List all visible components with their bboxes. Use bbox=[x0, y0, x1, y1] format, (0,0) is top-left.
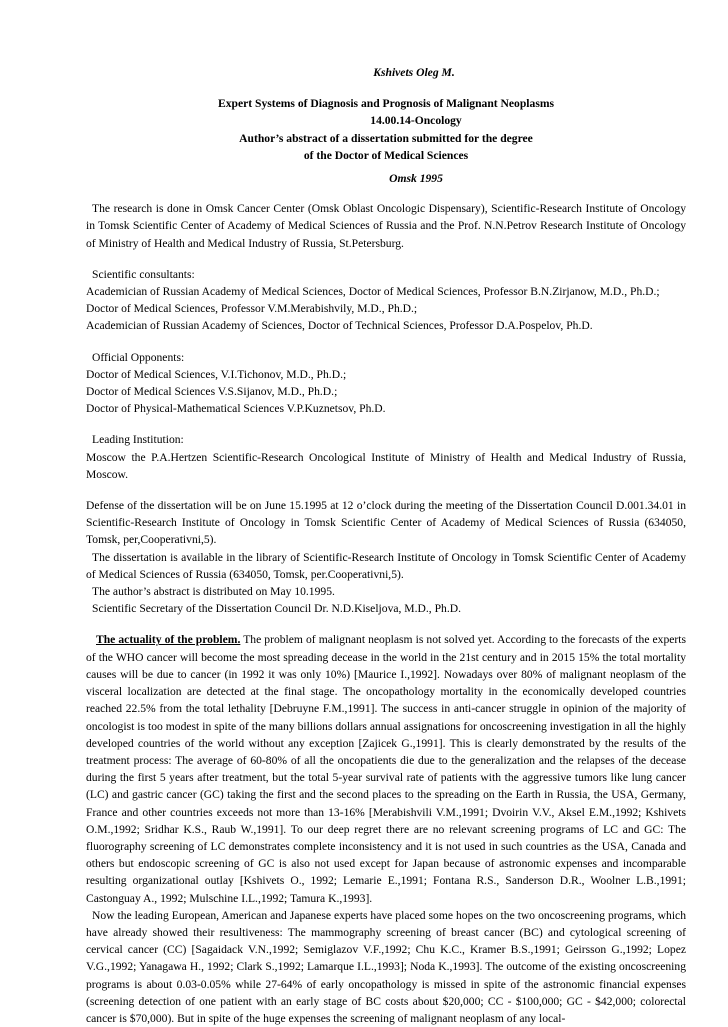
abstract-line-2: of the Doctor of Medical Sciences bbox=[303, 148, 469, 162]
actuality-paragraph bbox=[86, 631, 686, 906]
author-name: Kshivets Oleg M. bbox=[373, 66, 455, 79]
opponents-heading: Official Opponents: bbox=[92, 350, 185, 364]
screening-paragraph: Now the leading European, American and Japanese experts have placed some hopes on the two oncoscreening programs, which have already showed their resultiveness: The mammography screening of breast cancer (BC) and cytological screening of cervical cancer (CC) [Sagaidack V.N.,1992; Semiglazov V.F.,1992; Chu K.C., Kramer B.S.,1991; Geirsson G.,1992; Lopez V.G.,1992; Yanagawa H., 1992; Clark S.,1992; Lamarque I.L.,1993]; Noda K.,1993]. The outcome of the existing oncoscreening programs is about 0.03-0.05% while 27-64% of early oncopathology is missed in spite of the astronomic financial expenses (screening detection of one patient with an early stage of BC costs about $20,000; CC - $100,000; GC - $42,000; colorectal cancer is $70,000). But in spite of the huge expenses the screening of malignant neoplasm of any local- bbox=[86, 908, 686, 1025]
institution-heading: Leading Institution: bbox=[92, 433, 184, 447]
consultant-item: Academician of Russian Academy of Medical Sciences, Doctor of Medical Sciences, Professor B.N.Zirjanow, M.D., Ph.D.; bbox=[86, 285, 660, 299]
consultants-heading: Scientific consultants: bbox=[92, 267, 195, 281]
opponents-section bbox=[86, 349, 686, 418]
document-page bbox=[86, 64, 686, 1027]
institution-section bbox=[86, 431, 686, 483]
secretary-paragraph: Scientific Secretary of the Dissertation Council Dr. N.D.Kiseljova, M.D., Ph.D. bbox=[92, 602, 462, 616]
distribution-paragraph: The author’s abstract is distributed on May 10.1995. bbox=[92, 585, 335, 599]
research-paragraph: The research is done in Omsk Cancer Center (Omsk Oblast Oncologic Dispensary), Scientific-Research Institute of Oncology in Tomsk Scientific Center of Academy of Medical Sciences of Russia and the Prof. N.N.Petrov Research Institute of Oncology of Ministry of Health and Medical Industry of Russia, St.Petersburg. bbox=[86, 202, 686, 250]
library-paragraph: The dissertation is available in the library of Scientific-Research Institute of Oncology in Tomsk Scientific Center of Academy of Medical Sciences of Russia (634050, Tomsk, per.Cooperativni,5). bbox=[86, 550, 686, 581]
consultants-section bbox=[86, 266, 686, 335]
defense-paragraph: Defense of the dissertation will be on June 15.1995 at 12 o’clock during the meeting of the Dissertation Council D.001.34.01 in Scientific-Research Institute of Oncology in Tomsk Scientific Center of Academy of Medical Sciences of Russia (634050, Tomsk, per,Cooperativni,5). bbox=[86, 499, 686, 547]
institution-text: Moscow the P.A.Hertzen Scientific-Research Oncological Institute of Ministry of Health and Medical Industry of Russia, Moscow. bbox=[86, 450, 686, 481]
actuality-heading: The actuality of the problem. bbox=[96, 633, 241, 647]
opponent-item: Doctor of Medical Sciences V.S.Sijanov, M.D., Ph.D.; bbox=[86, 385, 338, 399]
opponent-item: Doctor of Medical Sciences, V.I.Tichonov, M.D., Ph.D.; bbox=[86, 367, 347, 381]
city-year: Omsk 1995 bbox=[389, 172, 443, 186]
actuality-text: The problem of malignant neoplasm is not solved yet. According to the forecasts of the experts of the WHO cancer will become the most spreading decease in the world in the 21st century and in 2015 15% the total mortality causes will be due to cancer (in 1992 it was only 10%) [Maurice I.,1992]. Nowadays over 80% of malignant neoplasm of the visceral localization are detected at the final stage. The oncopathology mortality in the economically developed countries reached 22.5% from the total lethality [Debruyne F.M.,1991]. The success in anti-cancer struggle in opinion of the majority of oncologist is too modest in spite of the many billions dollars annual assignations for oncoscreening investigation in all the highly developed countries of the world without any exception [Zajicek G.,1991]. This is clearly demonstrated by the results of the treatment process: The average of 60-80% of all the oncopatients die due to the generalization and the relapses of the decease during the first 5 years after treatment, but the total 5-year survival rate of patients with the aggressive tumors like lung cancer (LC) and gastric cancer (GC) taking the first and the second places to the spreading on the Earth in Russia, the USA, Germany, France and other countries exceeds not more than 13-16% [Merabishvili V.M.,1991; Dvoirin V.V., Aksel E.M.,1992; Kshivets O.M.,1992; Sridhar K.S., Raub W.,1991]. To our deep regret there are no relevant screening programs of LC and GC: The fluorography screening of LC demonstrates complete inconsistency and it is not used in such countries as the USA, Canada and others but endoscopic screening of GC is also not used except for Japan because of astronomic expenses and incomparable resulting organizational outlay [Kshivets O., 1992; Lemarie E.,1991; Fontana R.S., Sanderson D.R., Woolner L.B.,1991; Castonguay A., 1992; Mulschine I.L.,1992; Tamura K.,1993]. bbox=[86, 633, 686, 905]
consultant-item: Academician of Russian Academy of Sciences, Doctor of Technical Sciences, Professor D.A.Pospelov, Ph.D. bbox=[86, 319, 593, 333]
dissertation-title: Expert Systems of Diagnosis and Prognosis of Malignant Neoplasms bbox=[217, 97, 555, 111]
consultant-item: Doctor of Medical Sciences, Professor V.M.Merabishvily, M.D., Ph.D.; bbox=[86, 302, 418, 316]
specialty-code: 14.00.14-Oncology bbox=[370, 114, 462, 128]
defense-section bbox=[86, 497, 686, 617]
opponent-item: Doctor of Physical-Mathematical Sciences V.P.Kuznetsov, Ph.D. bbox=[86, 402, 386, 416]
abstract-line-1: Author’s abstract of a dissertation submitted for the degree bbox=[239, 131, 533, 145]
